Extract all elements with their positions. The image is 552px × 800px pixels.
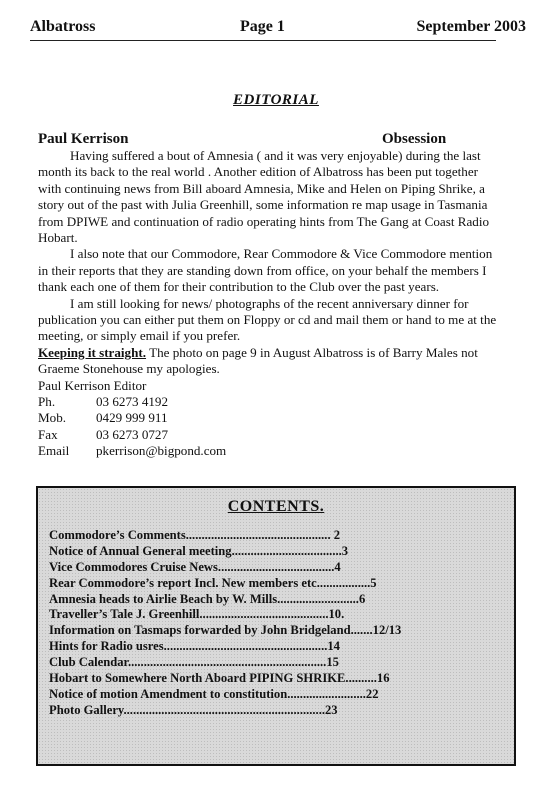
contact-row-fax xyxy=(38,427,498,443)
contact-value: 03 6273 0727 xyxy=(96,426,169,442)
editorial-paragraph: I am still looking for news/ photographs of the recent anniversary dinner for publication you can either put them on Floppy or cd and mail them or hand to me at the meeting, or simply email if you prefer. xyxy=(38,295,497,344)
contact-label: Fax xyxy=(38,426,58,442)
keeping-it-straight-text: The photo on page 9 in August Albatross is of Barry Males not Graeme Stonehouse my apologies. xyxy=(38,344,478,377)
contents-box xyxy=(36,486,516,766)
editorial-paragraph: I also note that our Commodore, Rear Commodore & Vice Commodore mention in their reports that they are standing down from office, on your behalf the members I thank each one of them for their contribution to the Club over the past years. xyxy=(38,246,493,295)
page-header xyxy=(30,14,526,40)
contents-item: Notice of motion Amendment to constitution.........................22 xyxy=(49,686,379,701)
contents-title: CONTENTS. xyxy=(227,498,325,515)
contents-item: Amnesia heads to Airlie Beach by W. Mills..........................6 xyxy=(49,591,366,606)
editorial-title: EDITORIAL xyxy=(233,92,319,108)
contents-item: Vice Commodores Cruise News.....................................4 xyxy=(49,559,341,574)
editor-signature: Paul Kerrison Editor xyxy=(38,377,147,393)
keeping-it-straight-note xyxy=(38,345,498,378)
contact-value: 03 6273 4192 xyxy=(96,394,169,410)
contact-value: 0429 999 911 xyxy=(96,410,168,426)
contact-row-mobile xyxy=(38,410,498,426)
contents-item: Rear Commodore’s report Incl. New members etc.................5 xyxy=(49,575,377,590)
issue-date: September 2003 xyxy=(416,18,526,35)
page-number: Page 1 xyxy=(240,18,285,35)
contact-value: pkerrison@bigpond.com xyxy=(96,443,227,459)
editorial-paragraph: Having suffered a bout of Amnesia ( and it was very enjoyable) during the last month its back to the real world . Another edition of Albatross has been put together with continuing news from Bill aboard Amnesia, Mike and Helen on Piping Shrike, a story out of the past with Julia Greenhill, some information re map usage in Tasmania from DPIWE and continuation of radio operating hints from The Gang at Coast Radio Hobart. xyxy=(38,148,490,246)
contact-row-phone xyxy=(38,394,498,410)
contents-item: Notice of Annual General meeting...................................3 xyxy=(49,543,349,558)
contents-item: Photo Gallery................................................................23 xyxy=(49,702,338,717)
contents-item: Commodore’s Comments.............................................. 2 xyxy=(49,528,341,542)
keeping-it-straight-label: Keeping it straight. xyxy=(38,344,147,360)
publication-name: Albatross xyxy=(30,18,96,35)
author-name: Paul Kerrison xyxy=(38,131,129,147)
contents-item: Information on Tasmaps forwarded by John Bridgeland.......12/13 xyxy=(49,623,402,638)
contact-row-email xyxy=(38,443,498,459)
contact-label: Mob. xyxy=(38,410,67,426)
contents-item: Hints for Radio usres....................................................14 xyxy=(49,639,340,654)
editorial-topic: Obsession xyxy=(382,131,447,147)
contact-label: Email xyxy=(38,443,70,459)
editor-contacts xyxy=(38,378,498,460)
contents-item: Hobart to Somewhere North Aboard PIPING SHRIKE..........16 xyxy=(49,671,390,686)
contact-label: Ph. xyxy=(38,394,56,410)
header-divider xyxy=(30,40,496,41)
contents-item: Traveller’s Tale J. Greenhill.........................................10. xyxy=(49,607,345,622)
contents-list xyxy=(49,528,489,719)
contents-item: Club Calendar...............................................................15 xyxy=(49,655,339,670)
editorial-body xyxy=(38,148,498,460)
